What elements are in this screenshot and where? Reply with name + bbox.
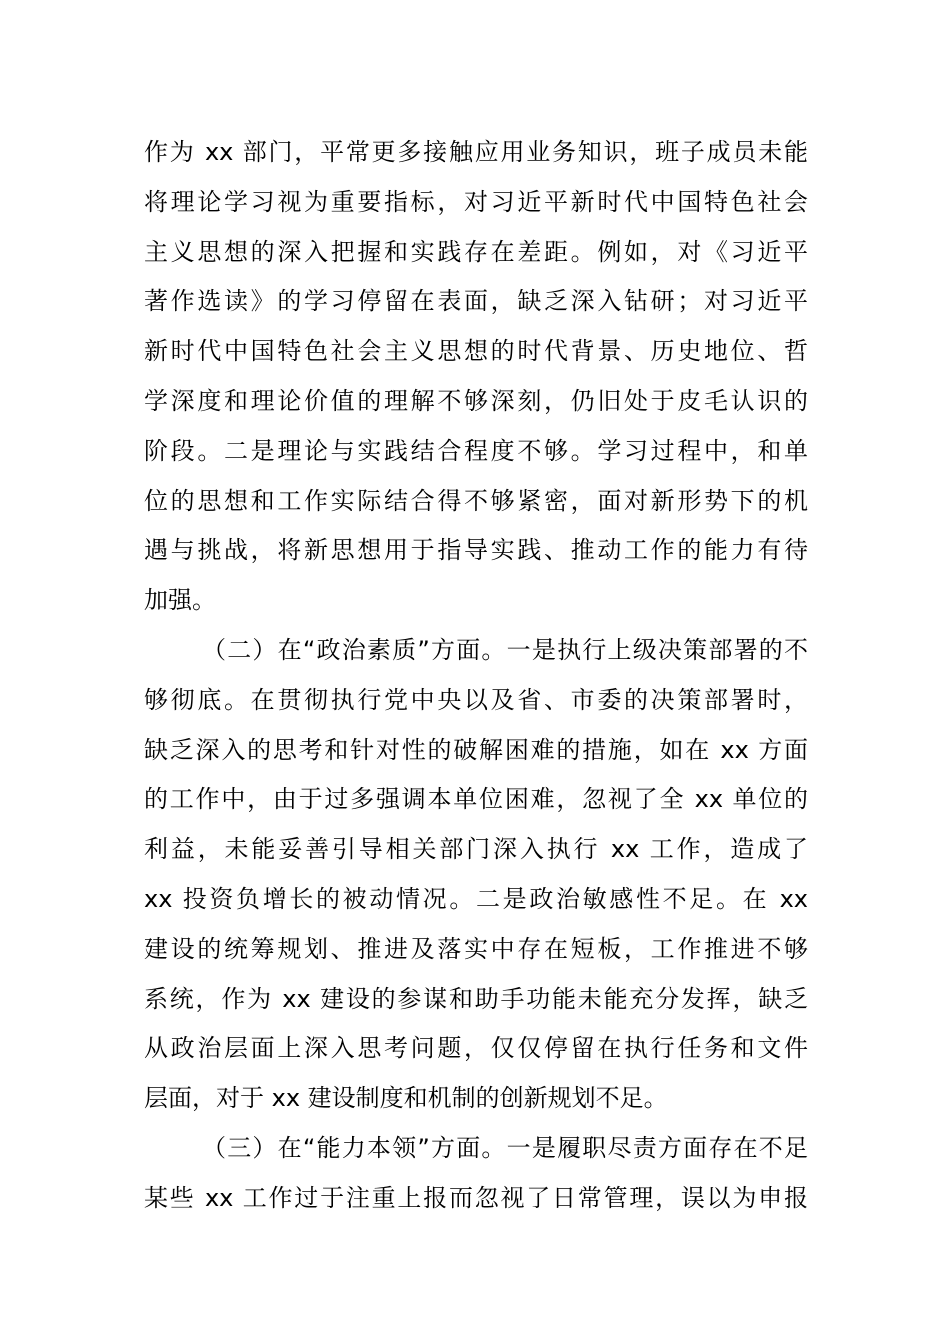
text-line: 将理论学习视为重要指标，对习近平新时代中国特色社会 <box>144 187 808 216</box>
text-line: 从政治层面上深入思考问题，仅仅停留在执行任务和文件 <box>144 1034 808 1063</box>
text-line: 学深度和理论价值的理解不够深刻，仍旧处于皮毛认识的 <box>144 386 808 415</box>
text-line: 利益，未能妥善引导相关部门深入执行 xx 工作，造成了 <box>144 835 808 864</box>
text-line: 缺乏深入的思考和针对性的破解困难的措施，如在 xx 方面 <box>144 735 808 764</box>
text-line: 某些 xx 工作过于注重上报而忽视了日常管理，误以为申报 <box>144 1183 808 1212</box>
text-line: 作为 xx 部门，平常更多接触应用业务知识，班子成员未能 <box>144 138 808 166</box>
text-line: 遇与挑战，将新思想用于指导实践、推动工作的能力有待 <box>144 536 808 565</box>
text-line: 系统，作为 xx 建设的参谋和助手功能未能充分发挥，缺乏 <box>144 984 808 1013</box>
text-line: 阶段。二是理论与实践结合程度不够。学习过程中，和单 <box>144 436 808 465</box>
paragraph-heading-line: （二）在“政治素质”方面。一是执行上级决策部署的不 <box>202 635 808 664</box>
text-line: xx 投资负增长的被动情况。二是政治敏感性不足。在 xx <box>144 884 808 913</box>
text-line: 新时代中国特色社会主义思想的时代背景、历史地位、哲 <box>144 337 808 366</box>
text-line: 著作选读》的学习停留在表面，缺乏深入钻研；对习近平 <box>144 287 808 316</box>
text-line: 主义思想的深入把握和实践存在差距。例如，对《习近平 <box>144 237 808 266</box>
text-line: 建设的统筹规划、推进及落实中存在短板，工作推进不够 <box>144 934 808 963</box>
text-line: 的工作中，由于过多强调本单位困难，忽视了全 xx 单位的 <box>144 785 808 814</box>
text-line: 够彻底。在贯彻执行党中央以及省、市委的决策部署时， <box>144 685 808 714</box>
text-line: 层面，对于 xx 建设制度和机制的创新规划不足。 <box>144 1084 668 1113</box>
paragraph-heading-line: （三）在“能力本领”方面。一是履职尽责方面存在不足 <box>202 1133 808 1162</box>
document-body <box>144 128 808 1224</box>
text-line: 加强。 <box>144 586 216 615</box>
text-line: 位的思想和工作实际结合得不够紧密，面对新形势下的机 <box>144 486 808 515</box>
